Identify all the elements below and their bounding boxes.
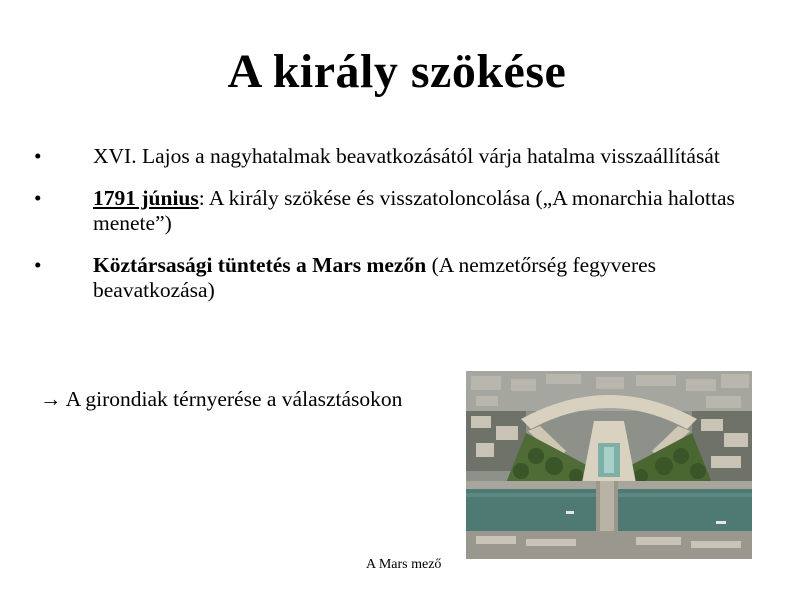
bullet-marker: • [34, 253, 42, 277]
bullet-list [34, 144, 774, 320]
conclusion-text: → A girondiak térnyerése a választásokon [40, 387, 403, 411]
photo-caption: A Mars mező [366, 557, 442, 572]
bullet-text: XVI. Lajos a nagyhatalmak beavatkozásától várja hatalma visszaállítását [93, 144, 720, 168]
bullet-marker: • [34, 144, 42, 168]
slide-title: A király szökése [227, 45, 567, 98]
bullet-item-2 [34, 186, 774, 236]
bullet-highlight: Köztársasági tüntetés a Mars mezőn [93, 253, 427, 277]
aerial-photo-champ-de-mars [466, 371, 752, 559]
bullet-marker: • [34, 186, 42, 210]
bullet-item-3 [34, 253, 774, 303]
bullet-text: (A nemzetőrség fegyveres beavatkozása) [93, 253, 657, 302]
bullet-item-1 [34, 144, 774, 169]
bullet-date: 1791 június [93, 186, 199, 210]
bullet-text: : A király szökése és visszatoloncolása („A monarchia halottas menete”) [93, 186, 735, 235]
